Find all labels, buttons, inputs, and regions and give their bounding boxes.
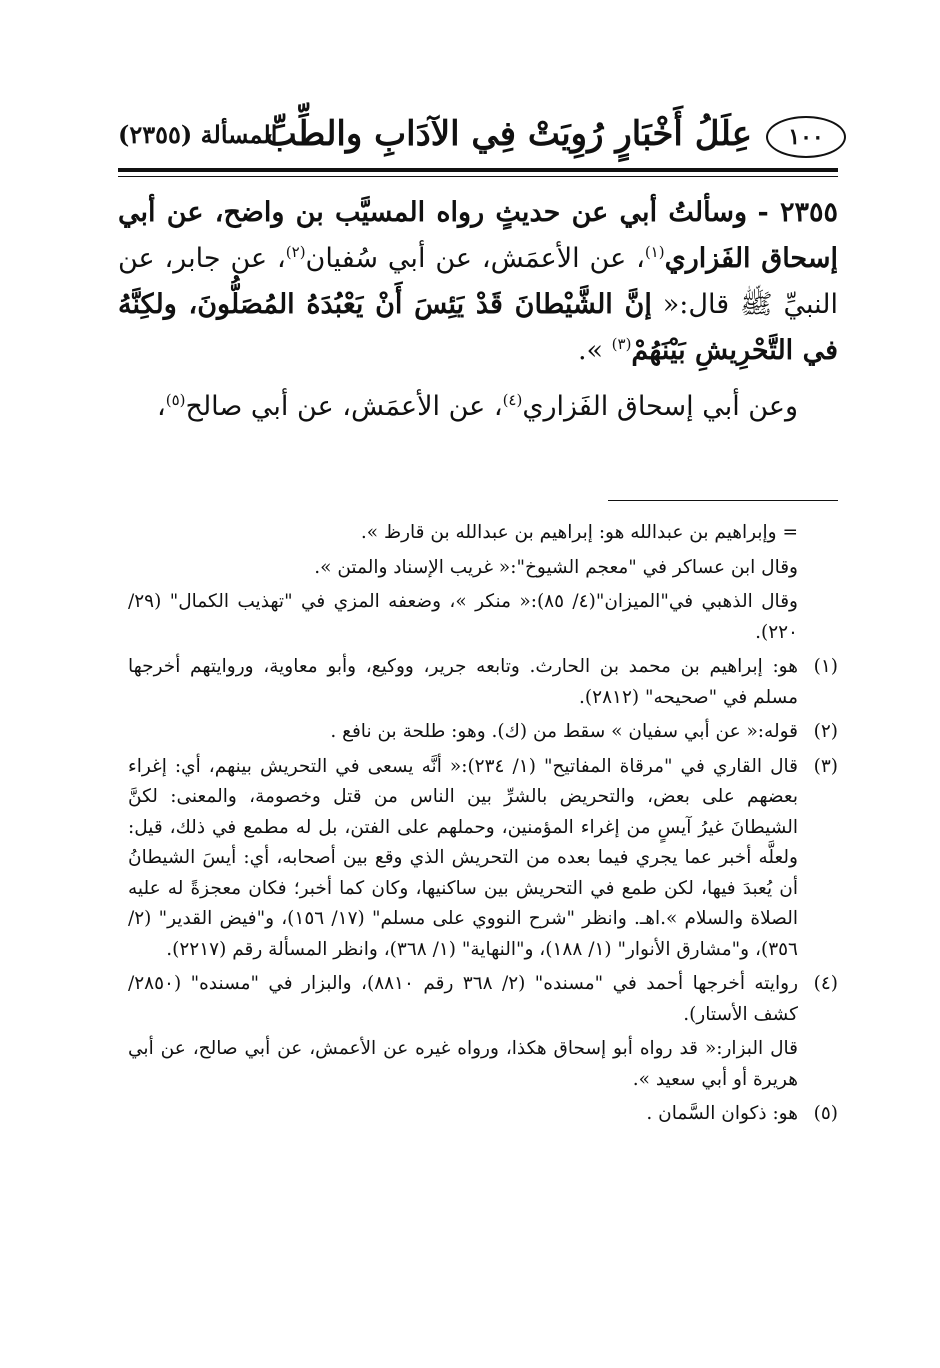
header-rule-thin bbox=[118, 176, 838, 177]
footnote-number: (٣) bbox=[813, 755, 838, 777]
footnote-ref-5: (٥) bbox=[165, 391, 186, 409]
footnote-5 bbox=[128, 1099, 838, 1130]
footnote-continuation: = وإبراهيم بن عبدالله هو: إبراهيم بن عبدالله بن قارظ ». bbox=[360, 522, 798, 543]
footnote-text: هو: ذكوان السَّمان . bbox=[646, 1103, 798, 1124]
footnote-text: قوله:« عن أبي سفيان » سقط من (ك). وهو: طلحة بن نافع . bbox=[330, 721, 798, 742]
page-header-area bbox=[118, 110, 838, 160]
page-number-badge: ١٠٠ bbox=[766, 116, 846, 158]
question-label: المسألة (٢٣٥٥) bbox=[118, 120, 278, 149]
footnote-continuation: وقال الذهبي في"الميزان"(٤/ ٨٥):« منكر »، وضعفه المزي في "تهذيب الكمال" (٢٩/ ٢٢٠). bbox=[128, 591, 798, 643]
footnote-number: (٢) bbox=[813, 721, 838, 742]
footnote-text: قال القاري في "مرقاة المفاتيح" (١/ ٢٣٤):« أنَّه يسعى في التحريش بينهم، أي: إغراء بعضهم على بعض، والتحريض بالشرِّ بين الناس من قتل وخصومة، والمعنى: لكنَّ الشيطانَ غيرُ آيسٍ من إغراء المؤمنين، وحملهم على الفتن، بل له مطمع في ذلك، قيل: ولعلَّه أخبر عما يجري فيما بعده من التحريش الذي وقع بين أصحابه، أي: أيسَ الشيطانُ أن يُعبدَ فيها، لكن طمع في التحريش بين ساكنيها، وكان كما أخبر؛ فكان معجزةً له عليه الصلاة والسلام ».اهـ. وانظر "شرح النووي على مسلم" (١٧/ ١٥٦)، و"فيض القدير" (٢/ ٣٥٦)، و"مشارق الأنوار" (١/ ١٨٨)، و"النهاية" (١/ ٣٦٨)، وانظر المسألة رقم (٢٢١٧). bbox=[128, 755, 798, 960]
header-rule-thick bbox=[118, 168, 838, 172]
footnote-3 bbox=[128, 752, 838, 966]
footnote-4 bbox=[128, 969, 838, 1095]
footnote-ref-3: (٣) bbox=[611, 335, 632, 353]
footnote-text: روايته أخرجها أحمد في "مسنده" (٢/ ٣٦٨ رقم ٨٨١٠)، والبزار في "مسنده" (٢٨٥٠/ كشف الأستار). bbox=[128, 973, 799, 1025]
footnote-continuation: وقال ابن عساكر في "معجم الشيوخ":« غريب الإسناد والمتن ». bbox=[314, 556, 798, 578]
hadith-text: إنَّ الشَّيْطانَ قَدْ يَئِسَ أَنْ يَعْبُدَهُ المُصَلُّونَ، ولكِنَّهُ في التَّحْرِيشِ بَيْنَهُمْ bbox=[118, 289, 838, 366]
footnote-number: (٥) bbox=[813, 1103, 838, 1124]
footnote-ref-1: (١) bbox=[644, 243, 665, 261]
main-text-segment: ، عن الأعمَش، عن أبي سُفيان bbox=[305, 243, 645, 274]
main-text bbox=[118, 190, 838, 430]
main-paragraph-1 bbox=[118, 190, 838, 374]
footnotes bbox=[128, 518, 838, 1134]
footnote-text: هو: إبراهيم بن محمد بن الحارث. وتابعه جرير، ووكيع، وأبو معاوية، وروايتهم أخرجها مسلم في "صحيحه" (٢٨١٢). bbox=[128, 656, 798, 708]
footnote-1 bbox=[128, 652, 838, 713]
book-title: عِلَلُ أَخْبَارٍ رُوِيَتْ فِي الآدَابِ والطِّبِّ bbox=[264, 114, 752, 154]
main-paragraph-2 bbox=[118, 384, 838, 430]
main-text-segment: وعن أبي إسحاق الفَزاري bbox=[522, 391, 798, 422]
main-text-segment: وسألتُ أبي عن حديثٍ رواه المسيَّب بن واضح، عن أبي إسحاق الفَزاري bbox=[118, 197, 838, 274]
main-text-segment: ، bbox=[157, 391, 166, 422]
entry-number: ٢٣٥٥ - bbox=[757, 197, 838, 228]
main-text-segment: ، عن جابر، عن النبيِّ ﷺ قال:« bbox=[118, 243, 838, 320]
footnote-text-extra: قال البزار:« قد رواه أبو إسحاق هكذا، ورواه غيره عن الأعمش، عن أبي صالح، عن أبي هريرة أو أبي سعيد ». bbox=[128, 1038, 798, 1090]
footnote-ref-4: (٤) bbox=[502, 391, 523, 409]
footnote-separator bbox=[608, 500, 838, 501]
running-header bbox=[118, 110, 838, 160]
main-text-segment: ، عن الأعمَش، عن أبي صالح bbox=[185, 391, 503, 422]
footnote-ref-2: (٢) bbox=[285, 243, 306, 261]
hadith-close: ». bbox=[577, 335, 612, 366]
footnote-2 bbox=[128, 717, 838, 748]
footnote-number: (٤) bbox=[813, 973, 838, 994]
footnote-number: (١) bbox=[813, 656, 838, 677]
